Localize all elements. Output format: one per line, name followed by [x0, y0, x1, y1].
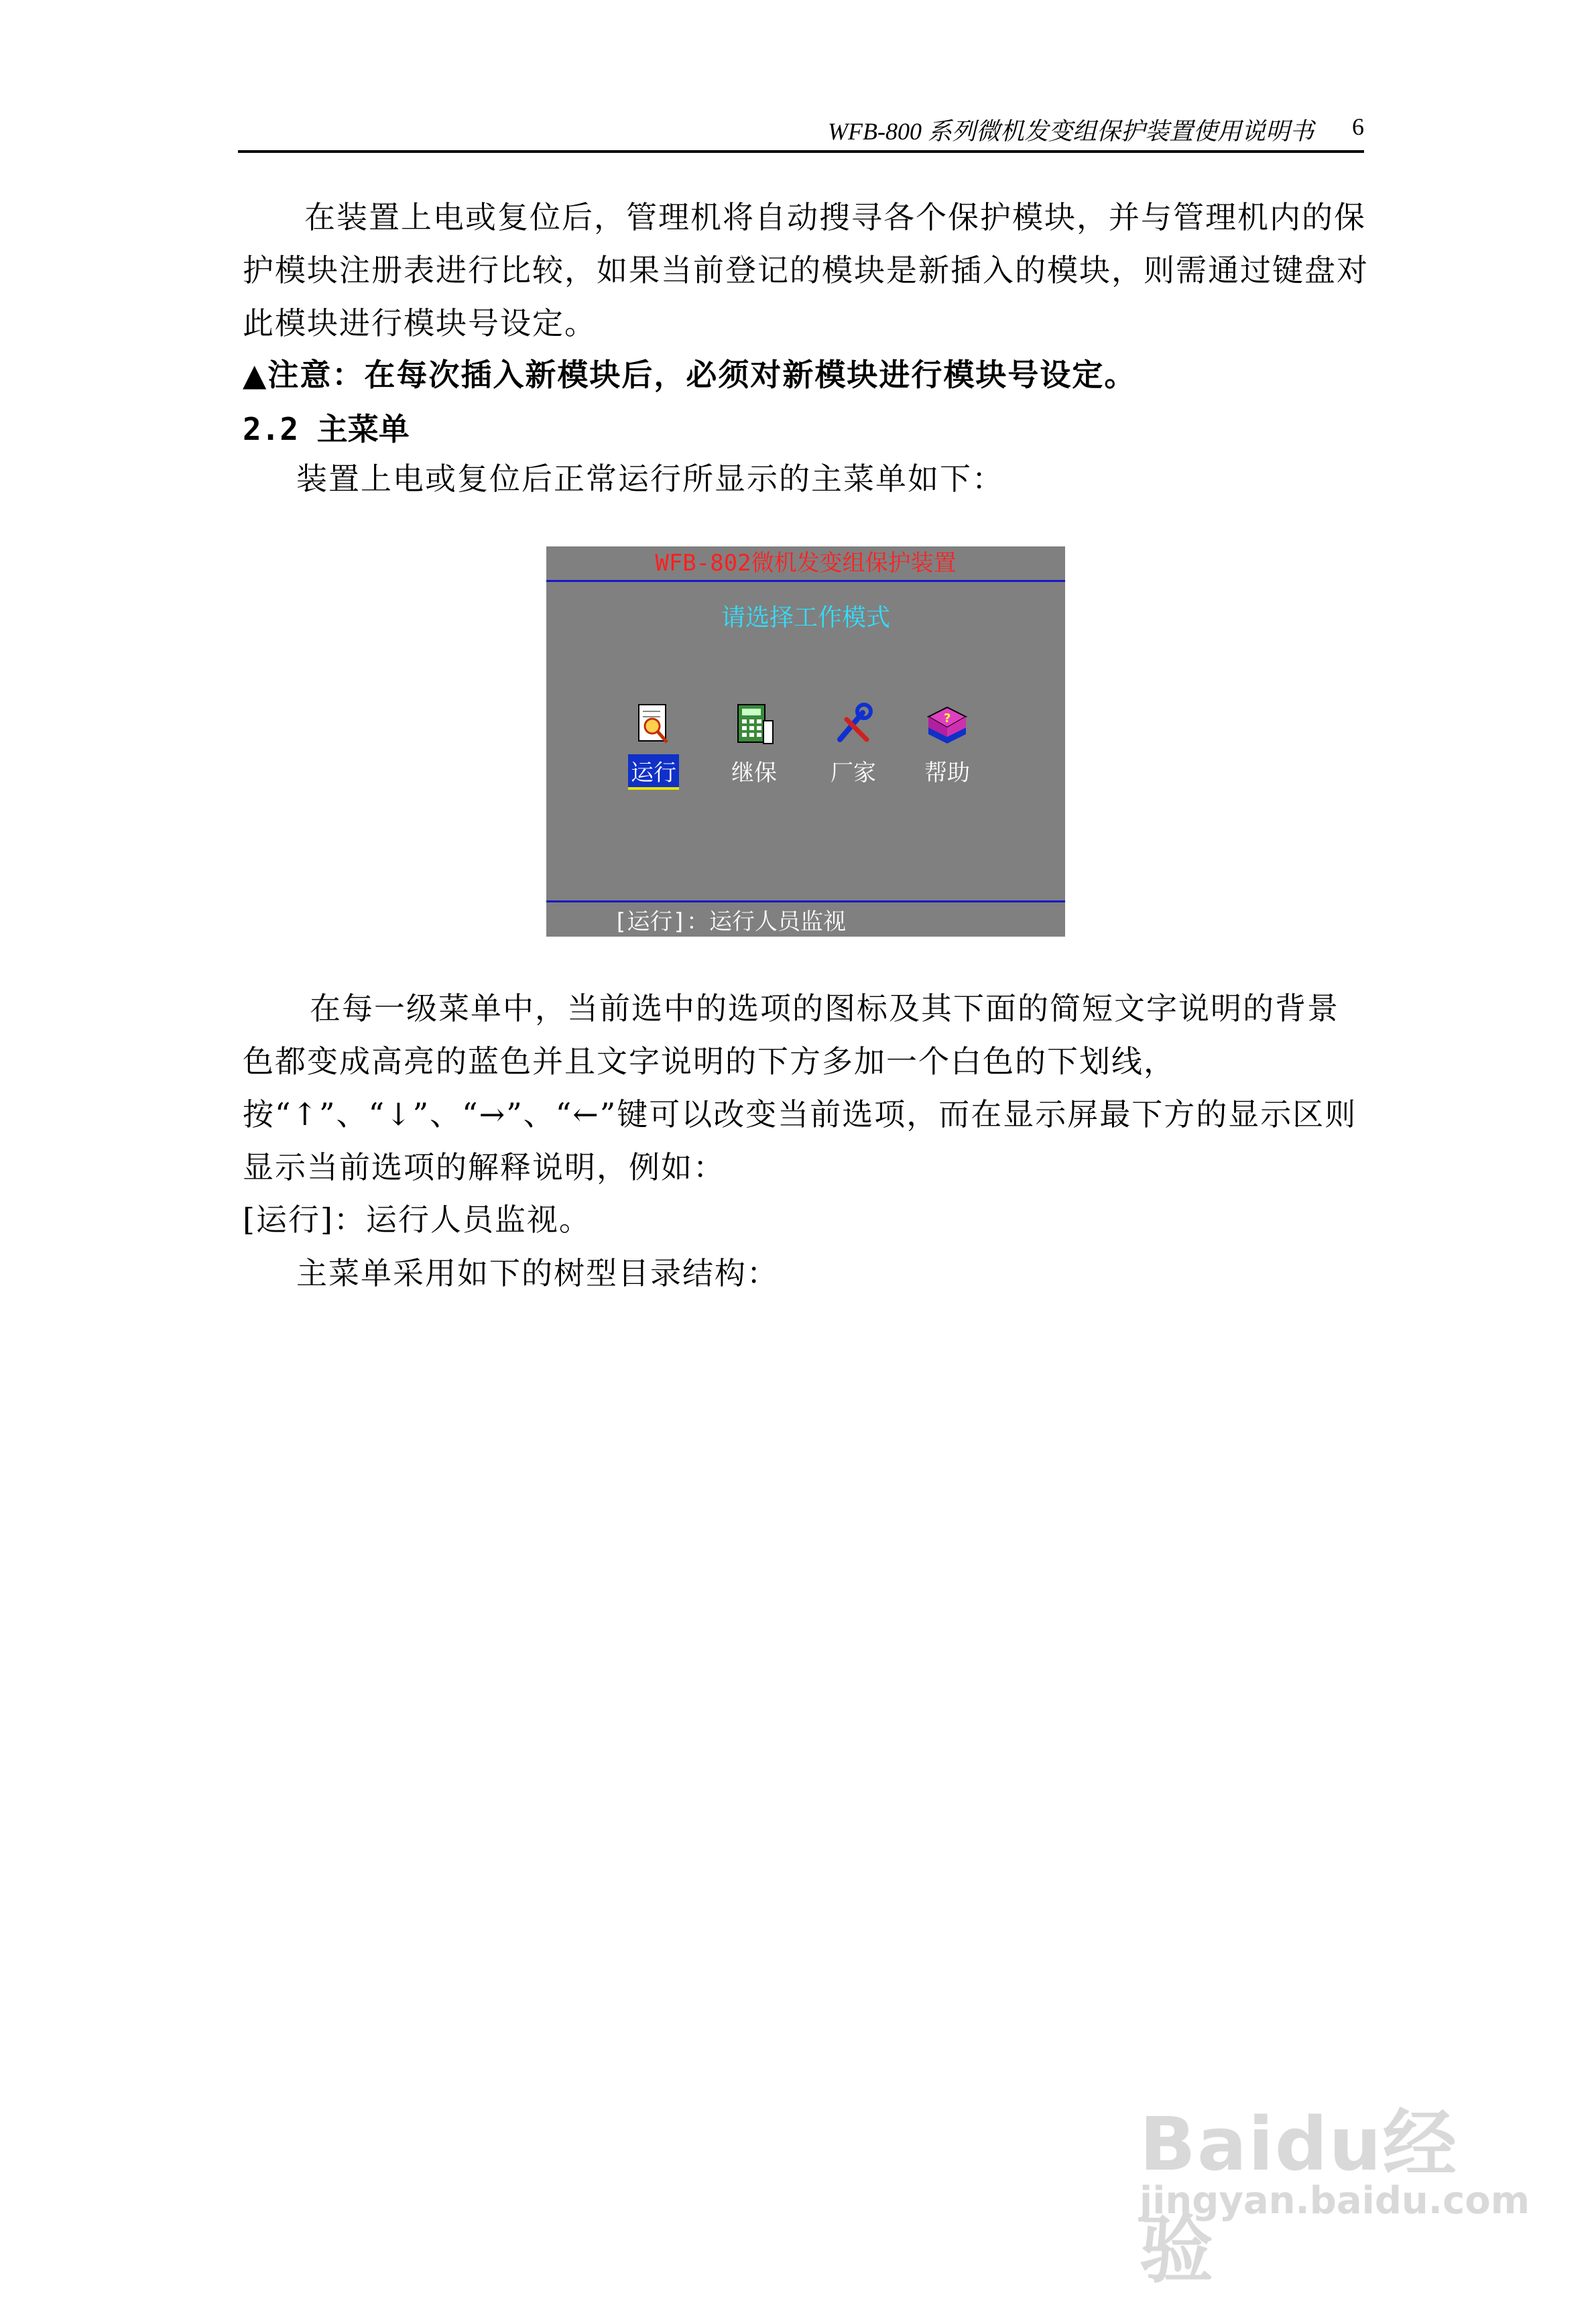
menu-item-factory[interactable]: [813, 701, 894, 787]
paragraph-tree: 主菜单采用如下的树型目录结构：: [296, 1255, 779, 1291]
menu-label-help: 帮助: [924, 760, 970, 786]
watermark-logo: Baidu经验: [1140, 2101, 1458, 2293]
calculator-icon: [730, 701, 778, 749]
menu-label-factory: 厂家: [831, 760, 876, 786]
svg-text:?: ?: [944, 711, 951, 725]
paragraph-intro: 在装置上电或复位后，管理机将自动搜寻各个保护模块，并与管理机内的保护模块注册表进行比较，如果当前登记的模块是新插入的模块，则需通过键盘对此模块进行模块号设定。: [243, 199, 1369, 341]
paragraph-selection: 在每一级菜单中，当前选中的选项的图标及其下面的简短文字说明的背景色都变成高亮的蓝色并且文字说明的下方多加一个白色的下划线，按“↑”、“↓”、“→”、“←”键可以改变当前选项，而在显示屏最下方的显示区则显示当前选项的解释说明，例如：: [243, 990, 1357, 1185]
page-header: [238, 113, 1364, 153]
page-number: 6: [1352, 113, 1364, 140]
help-book-icon: [923, 701, 971, 749]
paragraph-example: [运行]：运行人员监视。: [243, 1201, 591, 1238]
note-text: ▲注意：在每次插入新模块后，必须对新模块进行模块号设定。: [243, 357, 1137, 393]
menu-label-relay: 继保: [731, 760, 777, 786]
watermark-url: jingyan.baidu.com: [1140, 2179, 1530, 2223]
baidu-watermark: [1140, 2058, 1530, 2293]
paragraph-menu-intro: 装置上电或复位后正常运行所显示的主菜单如下：: [296, 461, 1004, 497]
wrench-icon: [829, 701, 877, 749]
screen-divider-top: [546, 580, 1065, 582]
header-title: WFB-800 系列微机发变组保护装置使用说明书: [828, 118, 1314, 145]
menu-item-help[interactable]: [907, 701, 987, 787]
screen-status: [运行]：运行人员监视: [613, 908, 846, 935]
screen-title: WFB-802微机发变组保护装置: [655, 550, 957, 577]
screen-divider-bottom: [546, 900, 1065, 902]
document-magnifier-icon: [629, 701, 678, 749]
screen-prompt: 请选择工作模式: [721, 604, 890, 632]
device-screen: [546, 546, 1065, 937]
menu-item-run[interactable]: [613, 701, 694, 790]
menu-label-run: 运行: [628, 754, 679, 790]
section-heading: 2.2 主菜单: [243, 411, 410, 447]
menu-item-relay[interactable]: [714, 701, 794, 787]
